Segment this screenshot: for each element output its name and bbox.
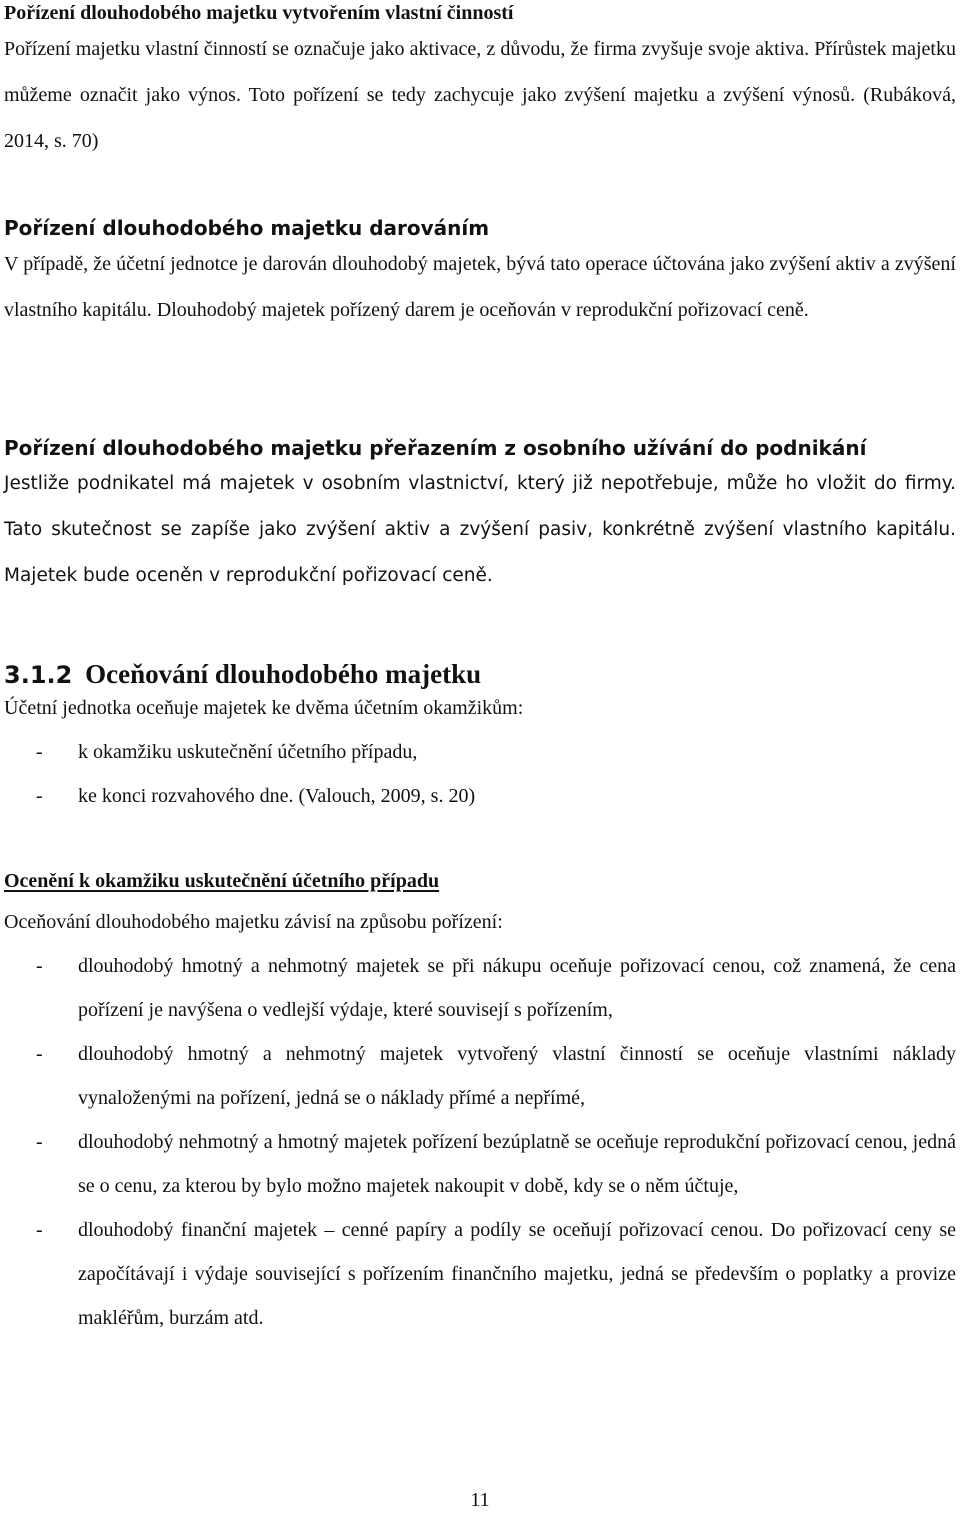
page-number: 11 [470, 1489, 490, 1511]
list-acquisition-methods [4, 944, 956, 1340]
list-marker: - [36, 741, 43, 763]
section-valuation-intro [4, 686, 956, 818]
section-transfer [4, 435, 956, 599]
paragraph-moment-valuation: Oceňování dlouhodobého majetku závisí na způsobu pořízení: [4, 911, 503, 933]
list-item: - dlouhodobý finanční majetek – cenné papíry a podíly se oceňují pořizovací cenou. Do pořizovací ceny se započítávají i výdaje související s pořízením finančního majetku, jedná se především o poplatky a provize makléřům, burzám atd. [4, 1208, 956, 1340]
section-moment-valuation [4, 868, 956, 1340]
paragraph-transfer: Jestliže podnikatel má majetek v osobním vlastnictví, který již nepotřebuje, může ho vložit do firmy. Tato skutečnost se zapíše jako zvýšení aktiv a zvýšení pasiv, konkrétně zvýšení vlastního kapitálu. Majetek bude oceněn v reprodukční pořizovací ceně. [4, 473, 956, 586]
list-marker: - [36, 1131, 43, 1153]
list-item: - dlouhodobý nehmotný a hmotný majetek pořízení bezúplatně se oceňuje reprodukční pořizovací cenou, jedná se o cenu, za kterou by bylo možno majetek nakoupit v době, kdy se o něm účtuje, [4, 1120, 956, 1208]
list-valuation-moments [4, 730, 956, 818]
heading-moment-valuation: Ocenění k okamžiku uskutečnění účetního případu [4, 870, 440, 892]
section-title-text: Oceňování dlouhodobého majetku [85, 659, 482, 689]
list-marker: - [36, 1043, 43, 1065]
list-item: - dlouhodobý hmotný a nehmotný majetek vytvořený vlastní činností se oceňuje vlastními náklady vynaloženými na pořízení, jedná se o náklady přímé a nepřímé, [4, 1032, 956, 1120]
list-marker: - [36, 955, 43, 977]
list-marker: - [36, 1219, 43, 1241]
paragraph-donation: V případě, že účetní jednotce je darován dlouhodobý majetek, bývá tato operace účtována jako zvýšení aktiv a zvýšení vlastního kapitálu. Dlouhodobý majetek pořízený darem je oceňován v reprodukční pořizovací ceně. [4, 253, 956, 321]
heading-transfer: Pořízení dlouhodobého majetku přeřazením z osobního užívání do podnikání [4, 436, 867, 460]
list-marker: - [36, 785, 43, 807]
list-item: - dlouhodobý hmotný a nehmotný majetek se při nákupu oceňuje pořizovací cenou, což znamená, že cena pořízení je navýšena o vedlejší výdaje, které souvisejí s pořízením, [4, 944, 956, 1032]
section-own-activity [4, 0, 956, 164]
heading-own-activity: Pořízení dlouhodobého majetku vytvořením vlastní činností [4, 2, 514, 24]
section-number: 3.1.2 [4, 661, 73, 689]
heading-donation: Pořízení dlouhodobého majetku darováním [4, 216, 490, 240]
paragraph-valuation-intro: Účetní jednotka oceňuje majetek ke dvěma účetním okamžikům: [4, 697, 524, 719]
list-item: - ke konci rozvahového dne. (Valouch, 2009, s. 20) [4, 774, 956, 818]
list-item: - k okamžiku uskutečnění účetního případu, [4, 730, 956, 774]
paragraph-own-activity: Pořízení majetku vlastní činností se označuje jako aktivace, z důvodu, že firma zvyšuje svoje aktiva. Přírůstek majetku můžeme označit jako výnos. Toto pořízení se tedy zachycuje jako zvýšení majetku a zvýšení výnosů. (Rubáková, 2014, s. 70) [4, 38, 956, 152]
section-donation [4, 215, 956, 333]
